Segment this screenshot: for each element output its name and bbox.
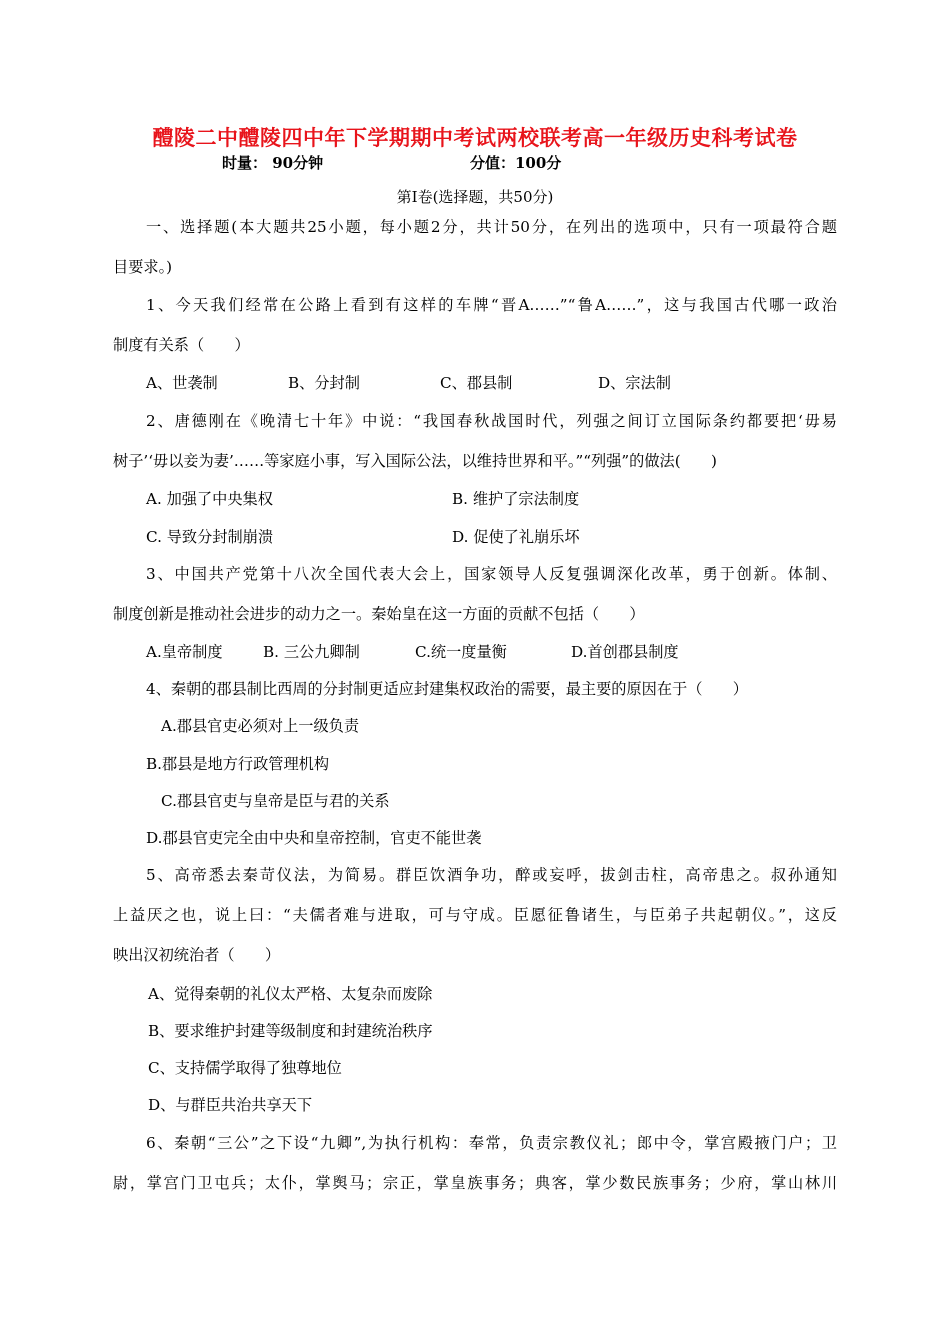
question-3-line-2: 制度创新是推动社会进步的动力之一。秦始皇在这一方面的贡献不包括（ ）	[113, 605, 645, 623]
section-heading: 第Ⅰ卷(选择题，共50分)	[396, 188, 554, 206]
question-2-line-2: 树子’‘毋以妾为妻’……等家庭小事，写入国际公法，以维持世界和平。”“列强”的做法( )	[113, 452, 717, 470]
question-2-option-b: B. 维护了宗法制度	[452, 490, 580, 508]
question-4-option-c: C.郡县官吏与皇帝是臣与君的关系	[161, 792, 390, 810]
exam-time: 时量： 90分钟	[222, 154, 324, 172]
question-4-line-1: 4、秦朝的郡县制比西周的分封制更适应封建集权政治的需要，最主要的原因在于（ ）	[146, 680, 748, 698]
question-5-option-b: B、要求维护封建等级制度和封建统治秩序	[148, 1022, 433, 1040]
question-2-option-c: C. 导致分封制崩溃	[146, 528, 274, 546]
question-1-option-c: C、郡县制	[440, 374, 513, 392]
question-3-option-a: A.皇帝制度	[146, 643, 223, 661]
question-2-option-d: D. 促使了礼崩乐坏	[452, 528, 580, 546]
exam-score: 分值：100分	[470, 154, 562, 172]
question-3-line-1: 3、中国共产党第十八次全国代表大会上，国家领导人反复强调深化改革，勇于创新。体制、	[146, 565, 837, 583]
question-3-option-b: B. 三公九卿制	[263, 643, 360, 661]
exam-title: 醴陵二中醴陵四中年下学期期中考试两校联考高一年级历史科考试卷	[152, 125, 798, 150]
question-5-option-a: A、觉得秦朝的礼仪太严格、太复杂而废除	[148, 985, 433, 1003]
question-1-option-d: D、宗法制	[598, 374, 671, 392]
question-5-option-c: C、支持儒学取得了独尊地位	[148, 1059, 342, 1077]
question-3-option-c: C.统一度量衡	[415, 643, 507, 661]
instruction-line-2: 目要求。)	[113, 258, 173, 276]
question-4-option-a: A.郡县官吏必须对上一级负责	[161, 717, 360, 735]
question-5-option-d: D、与群臣共治共享天下	[148, 1096, 313, 1114]
question-2-line-1: 2、唐德刚在《晚清七十年》中说：“我国春秋战国时代，列强之间订立国际条约都要把‘毋易	[146, 412, 837, 430]
question-3-option-d: D.首创郡县制度	[571, 643, 679, 661]
question-4-option-b: B.郡县是地方行政管理机构	[146, 755, 330, 773]
question-1-line-1: 1、今天我们经常在公路上看到有这样的车牌“晋A……”“鲁A……”，这与我国古代哪一政治	[146, 296, 837, 314]
instruction-line-1: 一、选择题(本大题共25小题，每小题2分，共计50分，在列出的选项中，只有一项最符合题	[146, 218, 837, 236]
question-2-option-a: A. 加强了中央集权	[146, 490, 273, 508]
question-4-option-d: D.郡县官吏完全由中央和皇帝控制，官吏不能世袭	[146, 829, 482, 847]
question-1-option-a: A、世袭制	[146, 374, 218, 392]
question-1-option-b: B、分封制	[288, 374, 360, 392]
question-1-line-2: 制度有关系（ ）	[113, 336, 250, 354]
question-6-line-1: 6、秦朝“三公”之下设“九卿”,为执行机构：奉常，负责宗教仪礼；郎中令，掌宫殿掖门户；卫	[146, 1134, 837, 1152]
question-6-line-2: 尉，掌宫门卫屯兵；太仆，掌舆马；宗正，掌皇族事务；典客，掌少数民族事务；少府，掌山林川	[113, 1174, 837, 1192]
question-5-line-3: 映出汉初统治者（ ）	[113, 946, 281, 964]
question-5-line-2: 上益厌之也，说上曰：“夫儒者难与进取，可与守成。臣愿征鲁诸生，与臣弟子共起朝仪。”，这反	[113, 906, 837, 924]
question-5-line-1: 5、高帝悉去秦苛仪法，为简易。群臣饮酒争功，醉或妄呼，拔剑击柱，高帝患之。叔孙通知	[146, 866, 837, 884]
